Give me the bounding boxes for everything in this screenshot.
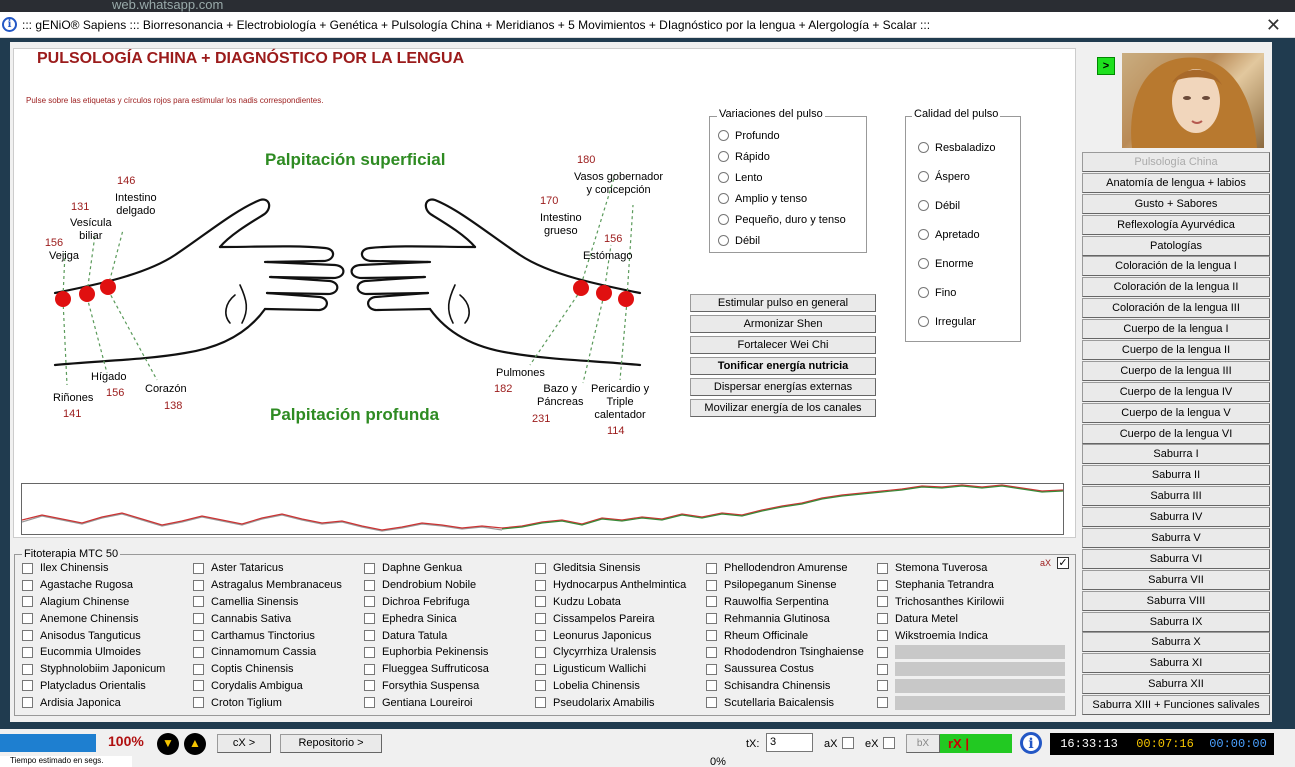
herb-checkbox[interactable] bbox=[364, 610, 489, 627]
superficial-title: Palpitación superficial bbox=[265, 150, 446, 169]
herb-label: Phellodendron Amurense bbox=[724, 562, 848, 575]
radio-label: Lento bbox=[735, 171, 763, 184]
herb-label: Croton Tiglium bbox=[211, 696, 282, 709]
vejiga-label[interactable]: Vejiga bbox=[49, 250, 79, 262]
radio-fino[interactable] bbox=[918, 278, 996, 307]
herb-checkbox[interactable] bbox=[193, 560, 342, 577]
corazon-number[interactable]: 138 bbox=[164, 400, 183, 412]
tx-stepper[interactable]: 3 bbox=[766, 733, 813, 752]
instruction-text: Pulse sobre las etiquetas y círculos rojos para estimular los nadis correspondientes. bbox=[26, 96, 324, 105]
profunda-title: Palpitación profunda bbox=[270, 405, 440, 424]
herb-checkbox[interactable] bbox=[193, 627, 342, 644]
herb-label: Dichroa Febrifuga bbox=[382, 595, 470, 608]
herb-checkbox[interactable] bbox=[706, 560, 864, 577]
pulmones-label[interactable]: Pulmones bbox=[496, 367, 545, 379]
progress-percent: 100% bbox=[108, 733, 144, 749]
window-title: ::: gENiO® Sapiens ::: Biorresonancia + Electrobiología + Genética + Pulsología China + Meridianos + 5 Movimientos + DIagnóstico por la lengua + Alergología + Scalar ::: bbox=[22, 18, 931, 32]
empty-slot bbox=[895, 696, 1065, 710]
herb-checkbox[interactable] bbox=[535, 694, 686, 711]
herb-label: Trichosanthes Kirilowii bbox=[895, 595, 1005, 608]
herb-checkbox[interactable] bbox=[535, 594, 686, 611]
herb-label: Datura Metel bbox=[895, 612, 958, 625]
remaining-time: 00:00:00 bbox=[1202, 733, 1274, 755]
herb-checkbox[interactable] bbox=[22, 577, 165, 594]
herb-column-5 bbox=[706, 560, 864, 711]
herb-checkbox[interactable] bbox=[364, 560, 489, 577]
herb-checkbox[interactable] bbox=[364, 678, 489, 695]
radio-resbaladizo[interactable] bbox=[918, 133, 996, 162]
herb-label: Cissampelos Pareira bbox=[553, 612, 655, 625]
intestino-grueso-pulse-point[interactable] bbox=[573, 280, 589, 296]
radio-label: Profundo bbox=[735, 129, 780, 142]
bazo-label[interactable]: Bazo y Páncreas bbox=[537, 383, 584, 408]
green-arrow-button[interactable]: > bbox=[1097, 57, 1115, 75]
ax-status-label: aX bbox=[824, 738, 838, 750]
herb-checkbox-empty[interactable] bbox=[877, 661, 1065, 678]
menu-saburra-5[interactable]: Saburra V bbox=[1082, 528, 1270, 548]
fitoterapia-legend: Fitoterapia MTC 50 bbox=[24, 548, 119, 560]
menu-saburra-13[interactable]: Saburra XIII + Funciones salivales bbox=[1082, 695, 1270, 715]
herb-checkbox[interactable] bbox=[22, 594, 165, 611]
herb-checkbox-empty[interactable] bbox=[877, 678, 1065, 695]
herb-checkbox[interactable] bbox=[193, 577, 342, 594]
radio-debil[interactable] bbox=[918, 191, 996, 220]
dispersar-energias-button[interactable]: Dispersar energías externas bbox=[690, 378, 876, 396]
rinones-number[interactable]: 141 bbox=[63, 408, 82, 420]
herb-label: Platycladus Orientalis bbox=[40, 679, 146, 692]
radio-label: Apretado bbox=[935, 228, 980, 241]
estimate-percent: 0% bbox=[710, 756, 726, 767]
herb-label: Dendrobium Nobile bbox=[382, 579, 477, 592]
herb-checkbox[interactable] bbox=[706, 678, 864, 695]
menu-saburra-6[interactable]: Saburra VI bbox=[1082, 549, 1270, 569]
info-icon[interactable]: i bbox=[2, 17, 17, 32]
herb-label: Euphorbia Pekinensis bbox=[382, 646, 489, 659]
herb-checkbox[interactable] bbox=[22, 644, 165, 661]
menu-patologias[interactable]: Patologías bbox=[1082, 236, 1270, 256]
herb-label: Pseudolarix Amabilis bbox=[553, 696, 655, 709]
menu-cuerpo-1[interactable]: Cuerpo de la lengua I bbox=[1082, 319, 1270, 339]
menu-saburra-11[interactable]: Saburra XI bbox=[1082, 653, 1270, 673]
radio-label: Fino bbox=[935, 286, 957, 299]
estimular-pulso-button[interactable]: Estimular pulso en general bbox=[690, 294, 876, 312]
radio-label: Pequeño, duro y tenso bbox=[735, 213, 846, 226]
progress-bar bbox=[0, 734, 96, 752]
browser-bar bbox=[0, 0, 1295, 12]
ex-status-label: eX bbox=[865, 738, 879, 750]
menu-saburra-2[interactable]: Saburra II bbox=[1082, 465, 1270, 485]
herb-checkbox[interactable] bbox=[193, 644, 342, 661]
vesicula-label[interactable]: Vesícula biliar bbox=[70, 217, 112, 242]
herb-label: Corydalis Ambigua bbox=[211, 679, 303, 692]
estomago-pulse-point[interactable] bbox=[596, 285, 612, 301]
calidad-options bbox=[918, 133, 996, 336]
herb-label: Stemona Tuverosa bbox=[895, 562, 988, 575]
portrait-image bbox=[1122, 53, 1264, 148]
herb-label: Coptis Chinensis bbox=[211, 663, 294, 676]
movilizar-energia-button[interactable]: Movilizar energía de los canales bbox=[690, 399, 876, 417]
herb-column-3 bbox=[364, 560, 489, 711]
herb-checkbox[interactable] bbox=[22, 610, 165, 627]
menu-saburra-3[interactable]: Saburra III bbox=[1082, 486, 1270, 506]
herb-checkbox[interactable] bbox=[22, 678, 165, 695]
herb-label: Ephedra Sinica bbox=[382, 612, 457, 625]
herb-label: Kudzu Lobata bbox=[553, 595, 621, 608]
radio-pequeno[interactable] bbox=[718, 209, 846, 230]
rx-button[interactable]: rX | bbox=[940, 734, 1012, 753]
empty-slot bbox=[895, 679, 1065, 693]
herb-label: Agastache Rugosa bbox=[40, 579, 133, 592]
corazon-label[interactable]: Corazón bbox=[145, 383, 187, 395]
radio-amplio[interactable] bbox=[718, 188, 846, 209]
close-icon[interactable]: ✕ bbox=[1265, 15, 1281, 35]
herb-label: Cinnamomum Cassia bbox=[211, 646, 317, 659]
down-arrow-icon[interactable]: ▼ bbox=[157, 733, 179, 755]
right-menu bbox=[1082, 152, 1270, 715]
radio-label: Resbaladizo bbox=[935, 141, 996, 154]
herb-label: Rehmannia Glutinosa bbox=[724, 612, 830, 625]
herb-checkbox[interactable] bbox=[22, 661, 165, 678]
intestino-delgado-number[interactable]: 146 bbox=[117, 175, 136, 187]
empty-slot bbox=[895, 645, 1065, 659]
radio-debil-var[interactable] bbox=[718, 230, 846, 251]
menu-saburra-9[interactable]: Saburra IX bbox=[1082, 612, 1270, 632]
vejiga-pulse-point[interactable] bbox=[55, 291, 71, 307]
herb-label: Rhododendron Tsinghaiense bbox=[724, 646, 864, 659]
herb-checkbox[interactable] bbox=[535, 560, 686, 577]
radio-label: Enorme bbox=[935, 257, 974, 270]
herb-label: Eucommia Ulmoides bbox=[40, 646, 141, 659]
herb-checkbox[interactable] bbox=[22, 627, 165, 644]
herb-label: Psilopeganum Sinense bbox=[724, 579, 837, 592]
elapsed-time: 00:07:16 bbox=[1128, 733, 1202, 755]
browser-url[interactable]: web.whatsapp.com bbox=[112, 0, 224, 12]
menu-cuerpo-2[interactable]: Cuerpo de la lengua II bbox=[1082, 340, 1270, 360]
vesicula-number[interactable]: 131 bbox=[71, 201, 90, 213]
herb-checkbox[interactable] bbox=[877, 627, 1065, 644]
menu-cuerpo-3[interactable]: Cuerpo de la lengua III bbox=[1082, 361, 1270, 381]
menu-anatomia[interactable]: Anatomía de lengua + labios bbox=[1082, 173, 1270, 193]
bx-button[interactable]: bX bbox=[906, 734, 940, 753]
menu-coloracion-3[interactable]: Coloración de la lengua III bbox=[1082, 298, 1270, 318]
radio-enorme[interactable] bbox=[918, 249, 996, 278]
herb-checkbox[interactable] bbox=[706, 627, 864, 644]
herb-checkbox[interactable] bbox=[535, 678, 686, 695]
herb-checkbox[interactable] bbox=[364, 694, 489, 711]
herb-checkbox[interactable] bbox=[193, 594, 342, 611]
estomago-number[interactable]: 156 bbox=[604, 233, 623, 245]
herb-checkbox-empty[interactable] bbox=[877, 644, 1065, 661]
radio-label: Débil bbox=[735, 234, 761, 247]
herb-label: Wikstroemia Indica bbox=[895, 629, 988, 642]
ax-status-checkbox[interactable] bbox=[842, 737, 854, 749]
pulmones-number[interactable]: 182 bbox=[494, 383, 513, 395]
herb-checkbox[interactable] bbox=[364, 661, 489, 678]
radio-rapido[interactable] bbox=[718, 146, 846, 167]
cx-button[interactable]: cX > bbox=[217, 734, 271, 753]
herb-label: Ilex Chinensis bbox=[40, 562, 109, 575]
waveform-graph bbox=[22, 484, 1063, 534]
radio-label: Débil bbox=[935, 199, 961, 212]
herb-label: Saussurea Costus bbox=[724, 663, 814, 676]
ex-status-checkbox[interactable] bbox=[883, 737, 895, 749]
menu-cuerpo-6[interactable]: Cuerpo de la lengua VI bbox=[1082, 424, 1270, 444]
herb-label: Ligusticum Wallichi bbox=[553, 663, 647, 676]
menu-saburra-10[interactable]: Saburra X bbox=[1082, 632, 1270, 652]
herb-label: Lobelia Chinensis bbox=[553, 679, 640, 692]
info-help-icon[interactable]: i bbox=[1020, 732, 1042, 754]
herb-checkbox[interactable] bbox=[706, 577, 864, 594]
ax-filter-label: aX bbox=[1040, 558, 1052, 568]
herb-label: Forsythia Suspensa bbox=[382, 679, 480, 692]
higado-label[interactable]: Hígado bbox=[91, 371, 127, 383]
armonizar-shen-button[interactable]: Armonizar Shen bbox=[690, 315, 876, 333]
herb-checkbox[interactable] bbox=[877, 577, 1065, 594]
herb-label: Stephania Tetrandra bbox=[895, 579, 994, 592]
menu-reflexologia[interactable]: Reflexología Ayurvédica bbox=[1082, 215, 1270, 235]
radio-apretado[interactable] bbox=[918, 220, 996, 249]
herb-checkbox[interactable] bbox=[193, 678, 342, 695]
herb-label: Anemone Chinensis bbox=[40, 612, 139, 625]
herb-checkbox[interactable] bbox=[193, 694, 342, 711]
estimate-label: Tiempo estimado en segs. bbox=[0, 756, 132, 767]
clock-time: 16:33:13 bbox=[1050, 733, 1128, 755]
menu-saburra-8[interactable]: Saburra VIII bbox=[1082, 591, 1270, 611]
herb-column-2 bbox=[193, 560, 342, 711]
herb-checkbox[interactable] bbox=[706, 644, 864, 661]
herb-label: Anisodus Tanguticus bbox=[40, 629, 141, 642]
menu-saburra-12[interactable]: Saburra XII bbox=[1082, 674, 1270, 694]
herb-label: Leonurus Japonicus bbox=[553, 629, 652, 642]
herb-label: Cannabis Sativa bbox=[211, 612, 292, 625]
window-titlebar bbox=[0, 12, 1295, 38]
radio-irregular[interactable] bbox=[918, 307, 996, 336]
herb-column-1 bbox=[22, 560, 165, 711]
vasos-label[interactable]: Vasos gobernador y concepción bbox=[574, 171, 664, 196]
tx-label: tX: bbox=[746, 738, 760, 750]
pericardio-label[interactable]: Pericardio y Triple calentador bbox=[591, 383, 650, 421]
bazo-number[interactable]: 231 bbox=[532, 413, 551, 425]
variaciones-legend: Variaciones del pulso bbox=[719, 108, 823, 120]
pericardio-number[interactable]: 114 bbox=[607, 425, 625, 437]
intestino-grueso-number[interactable]: 170 bbox=[540, 195, 559, 207]
herb-checkbox[interactable] bbox=[877, 594, 1065, 611]
higado-number[interactable]: 156 bbox=[106, 387, 125, 399]
up-arrow-icon[interactable]: ▲ bbox=[184, 733, 206, 755]
menu-cuerpo-4[interactable]: Cuerpo de la lengua IV bbox=[1082, 382, 1270, 402]
tonificar-energia-button[interactable]: Tonificar energía nutricia bbox=[690, 357, 876, 375]
herb-checkbox[interactable] bbox=[364, 577, 489, 594]
herb-checkbox[interactable] bbox=[877, 610, 1065, 627]
repositorio-button[interactable]: Repositorio > bbox=[280, 734, 382, 753]
herb-label: Schisandra Chinensis bbox=[724, 679, 831, 692]
herb-checkbox[interactable] bbox=[706, 661, 864, 678]
herb-checkbox[interactable] bbox=[364, 644, 489, 661]
rinones-label[interactable]: Riñones bbox=[53, 392, 94, 404]
herb-label: Rheum Officinale bbox=[724, 629, 809, 642]
herb-label: Gentiana Loureiroi bbox=[382, 696, 473, 709]
radio-aspero[interactable] bbox=[918, 162, 996, 191]
herb-checkbox-empty[interactable] bbox=[877, 694, 1065, 711]
herb-column-4 bbox=[535, 560, 686, 711]
vesicula-pulse-point[interactable] bbox=[79, 286, 95, 302]
menu-coloracion-2[interactable]: Coloración de la lengua II bbox=[1082, 277, 1270, 297]
herb-label: Datura Tatula bbox=[382, 629, 448, 642]
herb-label: Rauwolfia Serpentina bbox=[724, 595, 829, 608]
herb-checkbox[interactable] bbox=[706, 694, 864, 711]
intestino-delgado-pulse-point[interactable] bbox=[100, 279, 116, 295]
radio-label: Rápido bbox=[735, 150, 770, 163]
herb-label: Styphnolobiim Japonicum bbox=[40, 663, 166, 676]
vasos-pulse-point[interactable] bbox=[618, 291, 634, 307]
herb-label: Flueggea Suffruticosa bbox=[382, 663, 489, 676]
menu-saburra-4[interactable]: Saburra IV bbox=[1082, 507, 1270, 527]
herb-checkbox[interactable] bbox=[535, 627, 686, 644]
variaciones-options bbox=[718, 125, 846, 251]
page-title: PULSOLOGÍA CHINA + DIAGNÓSTICO POR LA LENGUA bbox=[37, 50, 465, 67]
menu-coloracion-1[interactable]: Coloración de la lengua I bbox=[1082, 256, 1270, 276]
radio-profundo[interactable] bbox=[718, 125, 846, 146]
herb-label: Ardisia Japonica bbox=[40, 696, 121, 709]
herb-column-6 bbox=[877, 560, 1065, 711]
herb-checkbox[interactable] bbox=[535, 644, 686, 661]
herb-checkbox[interactable] bbox=[22, 560, 165, 577]
herb-label: Aster Tataricus bbox=[211, 562, 284, 575]
herb-checkbox[interactable] bbox=[877, 560, 1065, 577]
herb-checkbox[interactable] bbox=[706, 610, 864, 627]
herb-label: Alagium Chinense bbox=[40, 595, 130, 608]
menu-pulsologia[interactable]: Pulsología China bbox=[1082, 152, 1270, 172]
herb-label: Gleditsia Sinensis bbox=[553, 562, 641, 575]
pulse-waveform bbox=[21, 483, 1064, 535]
herb-checkbox[interactable] bbox=[535, 661, 686, 678]
radio-label: Irregular bbox=[935, 315, 976, 328]
herb-label: Carthamus Tinctorius bbox=[211, 629, 315, 642]
herb-label: Astragalus Membranaceus bbox=[211, 579, 342, 592]
empty-slot bbox=[895, 662, 1065, 676]
herb-checkbox[interactable] bbox=[535, 577, 686, 594]
herb-checkbox[interactable] bbox=[706, 594, 864, 611]
intestino-grueso-label[interactable]: Intestino grueso bbox=[540, 212, 582, 237]
herb-label: Clycyrrhiza Uralensis bbox=[553, 646, 657, 659]
herb-checkbox[interactable] bbox=[193, 610, 342, 627]
herb-checkbox[interactable] bbox=[364, 594, 489, 611]
herb-label: Daphne Genkua bbox=[382, 562, 463, 575]
menu-cuerpo-5[interactable]: Cuerpo de la lengua V bbox=[1082, 403, 1270, 423]
radio-label: Áspero bbox=[935, 170, 970, 183]
herb-checkbox[interactable] bbox=[364, 627, 489, 644]
ax-filter-checkbox[interactable]: ✓ bbox=[1058, 557, 1068, 569]
intestino-delgado-label[interactable]: Intestino delgado bbox=[115, 192, 157, 217]
herb-checkbox[interactable] bbox=[535, 610, 686, 627]
herb-label: Hydnocarpus Anthelmintica bbox=[553, 579, 687, 592]
herb-label: Camellia Sinensis bbox=[211, 595, 299, 608]
herb-checkbox[interactable] bbox=[22, 694, 165, 711]
venus-portrait bbox=[1122, 53, 1264, 148]
fortalecer-wei-chi-button[interactable]: Fortalecer Wei Chi bbox=[690, 336, 876, 354]
vejiga-number[interactable]: 156 bbox=[44, 237, 64, 249]
vasos-number[interactable]: 180 bbox=[577, 154, 596, 166]
menu-saburra-7[interactable]: Saburra VII bbox=[1082, 570, 1270, 590]
calidad-legend: Calidad del pulso bbox=[914, 108, 999, 120]
menu-gusto[interactable]: Gusto + Sabores bbox=[1082, 194, 1270, 214]
herb-checkbox[interactable] bbox=[193, 661, 342, 678]
radio-label: Amplio y tenso bbox=[735, 192, 808, 205]
menu-saburra-1[interactable]: Saburra I bbox=[1082, 444, 1270, 464]
herb-label: Scutellaria Baicalensis bbox=[724, 696, 835, 709]
estomago-label[interactable]: Estómago bbox=[583, 250, 633, 262]
radio-lento[interactable] bbox=[718, 167, 846, 188]
